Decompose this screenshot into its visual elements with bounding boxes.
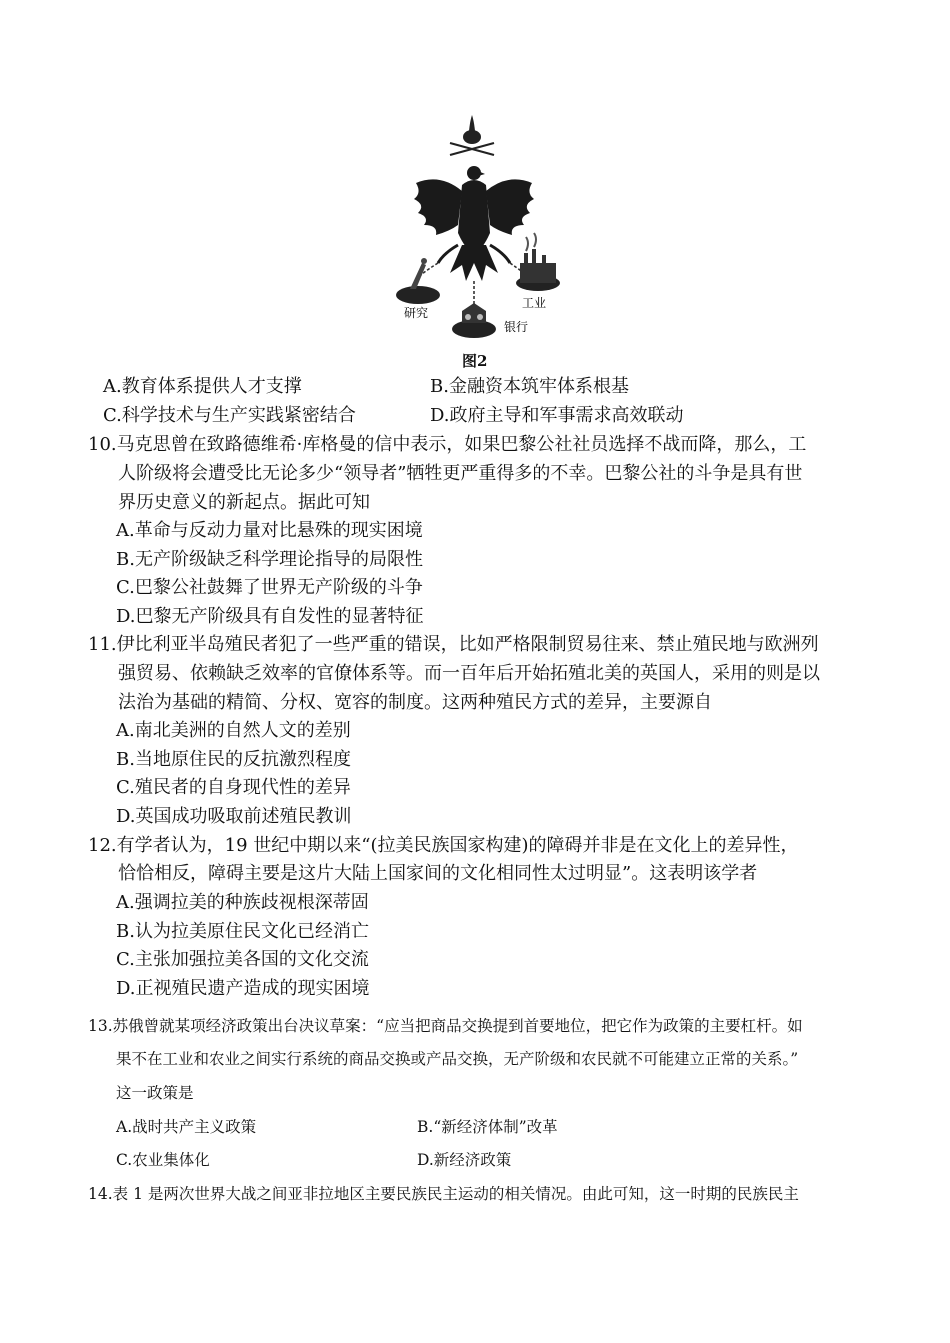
q10-stem-line-1: 10.马克思曾在致路德维希·库格曼的信中表示，如果巴黎公社社员选择不战而降，那么，工 — [88, 434, 807, 455]
q13-stem-line-2: 果不在工业和农业之间实行系统的商品交换或产品交换，无产阶级和农民就不可能建立正常的关系。” — [116, 1050, 799, 1068]
eagle-icon — [414, 166, 534, 281]
q13-option-d: D.新经济政策 — [417, 1151, 512, 1169]
q9-option-a: A.教育体系提供人才支撑 — [103, 376, 302, 397]
q11-option-c: C.殖民者的自身现代性的差异 — [116, 777, 351, 798]
helmet-icon — [450, 115, 494, 155]
q10-stem-line-2: 人阶级将会遭受比无论多少“领导者”牺牲更严重得多的不幸。巴黎公社的斗争是具有世 — [118, 463, 803, 484]
q12-option-b: B.认为拉美原住民文化已经消亡 — [116, 921, 369, 942]
figure-caption: 图2 — [462, 352, 488, 370]
figure-label-bank: 银行 — [504, 320, 529, 334]
eagle-emblem-illustration — [392, 113, 562, 365]
q9-option-b: B.金融资本筑牢体系根基 — [430, 376, 629, 397]
research-lamp-icon — [396, 258, 440, 304]
q11-stem-line-2: 强贸易、依赖缺乏效率的官僚体系等。而一百年后开始拓殖北美的英国人，采用的则是以 — [118, 663, 820, 684]
q13-option-a: A.战时共产主义政策 — [116, 1118, 257, 1136]
q11-stem-line-1: 11.伊比利亚半岛殖民者犯了一些严重的错误，比如严格限制贸易往来、禁止殖民地与欧洲列 — [88, 634, 819, 655]
bank-vault-icon — [452, 303, 496, 338]
figure-2-eagle-emblem — [392, 113, 562, 365]
q12-option-c: C.主张加强拉美各国的文化交流 — [116, 949, 369, 970]
q11-option-d: D.英国成功吸取前述殖民教训 — [116, 806, 352, 827]
q12-option-d: D.正视殖民遗产造成的现实困境 — [116, 978, 370, 999]
q14-stem-line-1: 14.表 1 是两次世界大战之间亚非拉地区主要民族民主运动的相关情况。由此可知，这一时期的民族民主 — [88, 1185, 799, 1203]
q11-stem-line-3: 法治为基础的精简、分权、宽容的制度。这两种殖民方式的差异，主要源自 — [118, 692, 712, 713]
q12-stem-line-1: 12.有学者认为，19 世纪中期以来“(拉美民族国家构建)的障碍并非是在文化上的差异性， — [88, 835, 799, 856]
q10-option-d: D.巴黎无产阶级具有自发性的显著特征 — [116, 606, 424, 627]
q13-stem-line-1: 13.苏俄曾就某项经济政策出台决议草案：“应当把商品交换提到首要地位，把它作为政策的主要杠杆。如 — [88, 1017, 803, 1035]
q10-option-b: B.无产阶级缺乏科学理论指导的局限性 — [116, 549, 423, 570]
q9-option-d: D.政府主导和军事需求高效联动 — [430, 405, 684, 426]
figure-label-research: 研究 — [404, 306, 429, 320]
q11-option-b: B.当地原住民的反抗激烈程度 — [116, 749, 351, 770]
factory-icon — [516, 233, 560, 291]
q9-option-c: C.科学技术与生产实践紧密结合 — [103, 405, 356, 426]
q13-option-c: C.农业集体化 — [116, 1151, 210, 1169]
q10-option-a: A.革命与反动力量对比悬殊的现实困境 — [116, 520, 423, 541]
figure-label-industry: 工业 — [522, 296, 547, 310]
q10-option-c: C.巴黎公社鼓舞了世界无产阶级的斗争 — [116, 577, 423, 598]
q13-stem-line-3: 这一政策是 — [116, 1084, 194, 1102]
q10-stem-line-3: 界历史意义的新起点。据此可知 — [118, 492, 370, 513]
q13-option-b: B.“新经济体制”改革 — [417, 1118, 558, 1136]
q12-option-a: A.强调拉美的种族歧视根深蒂固 — [116, 892, 369, 913]
q12-stem-line-2: 恰恰相反，障碍主要是这片大陆上国家间的文化相同性太过明显”。这表明该学者 — [118, 863, 758, 884]
q11-option-a: A.南北美洲的自然人文的差别 — [116, 720, 351, 741]
